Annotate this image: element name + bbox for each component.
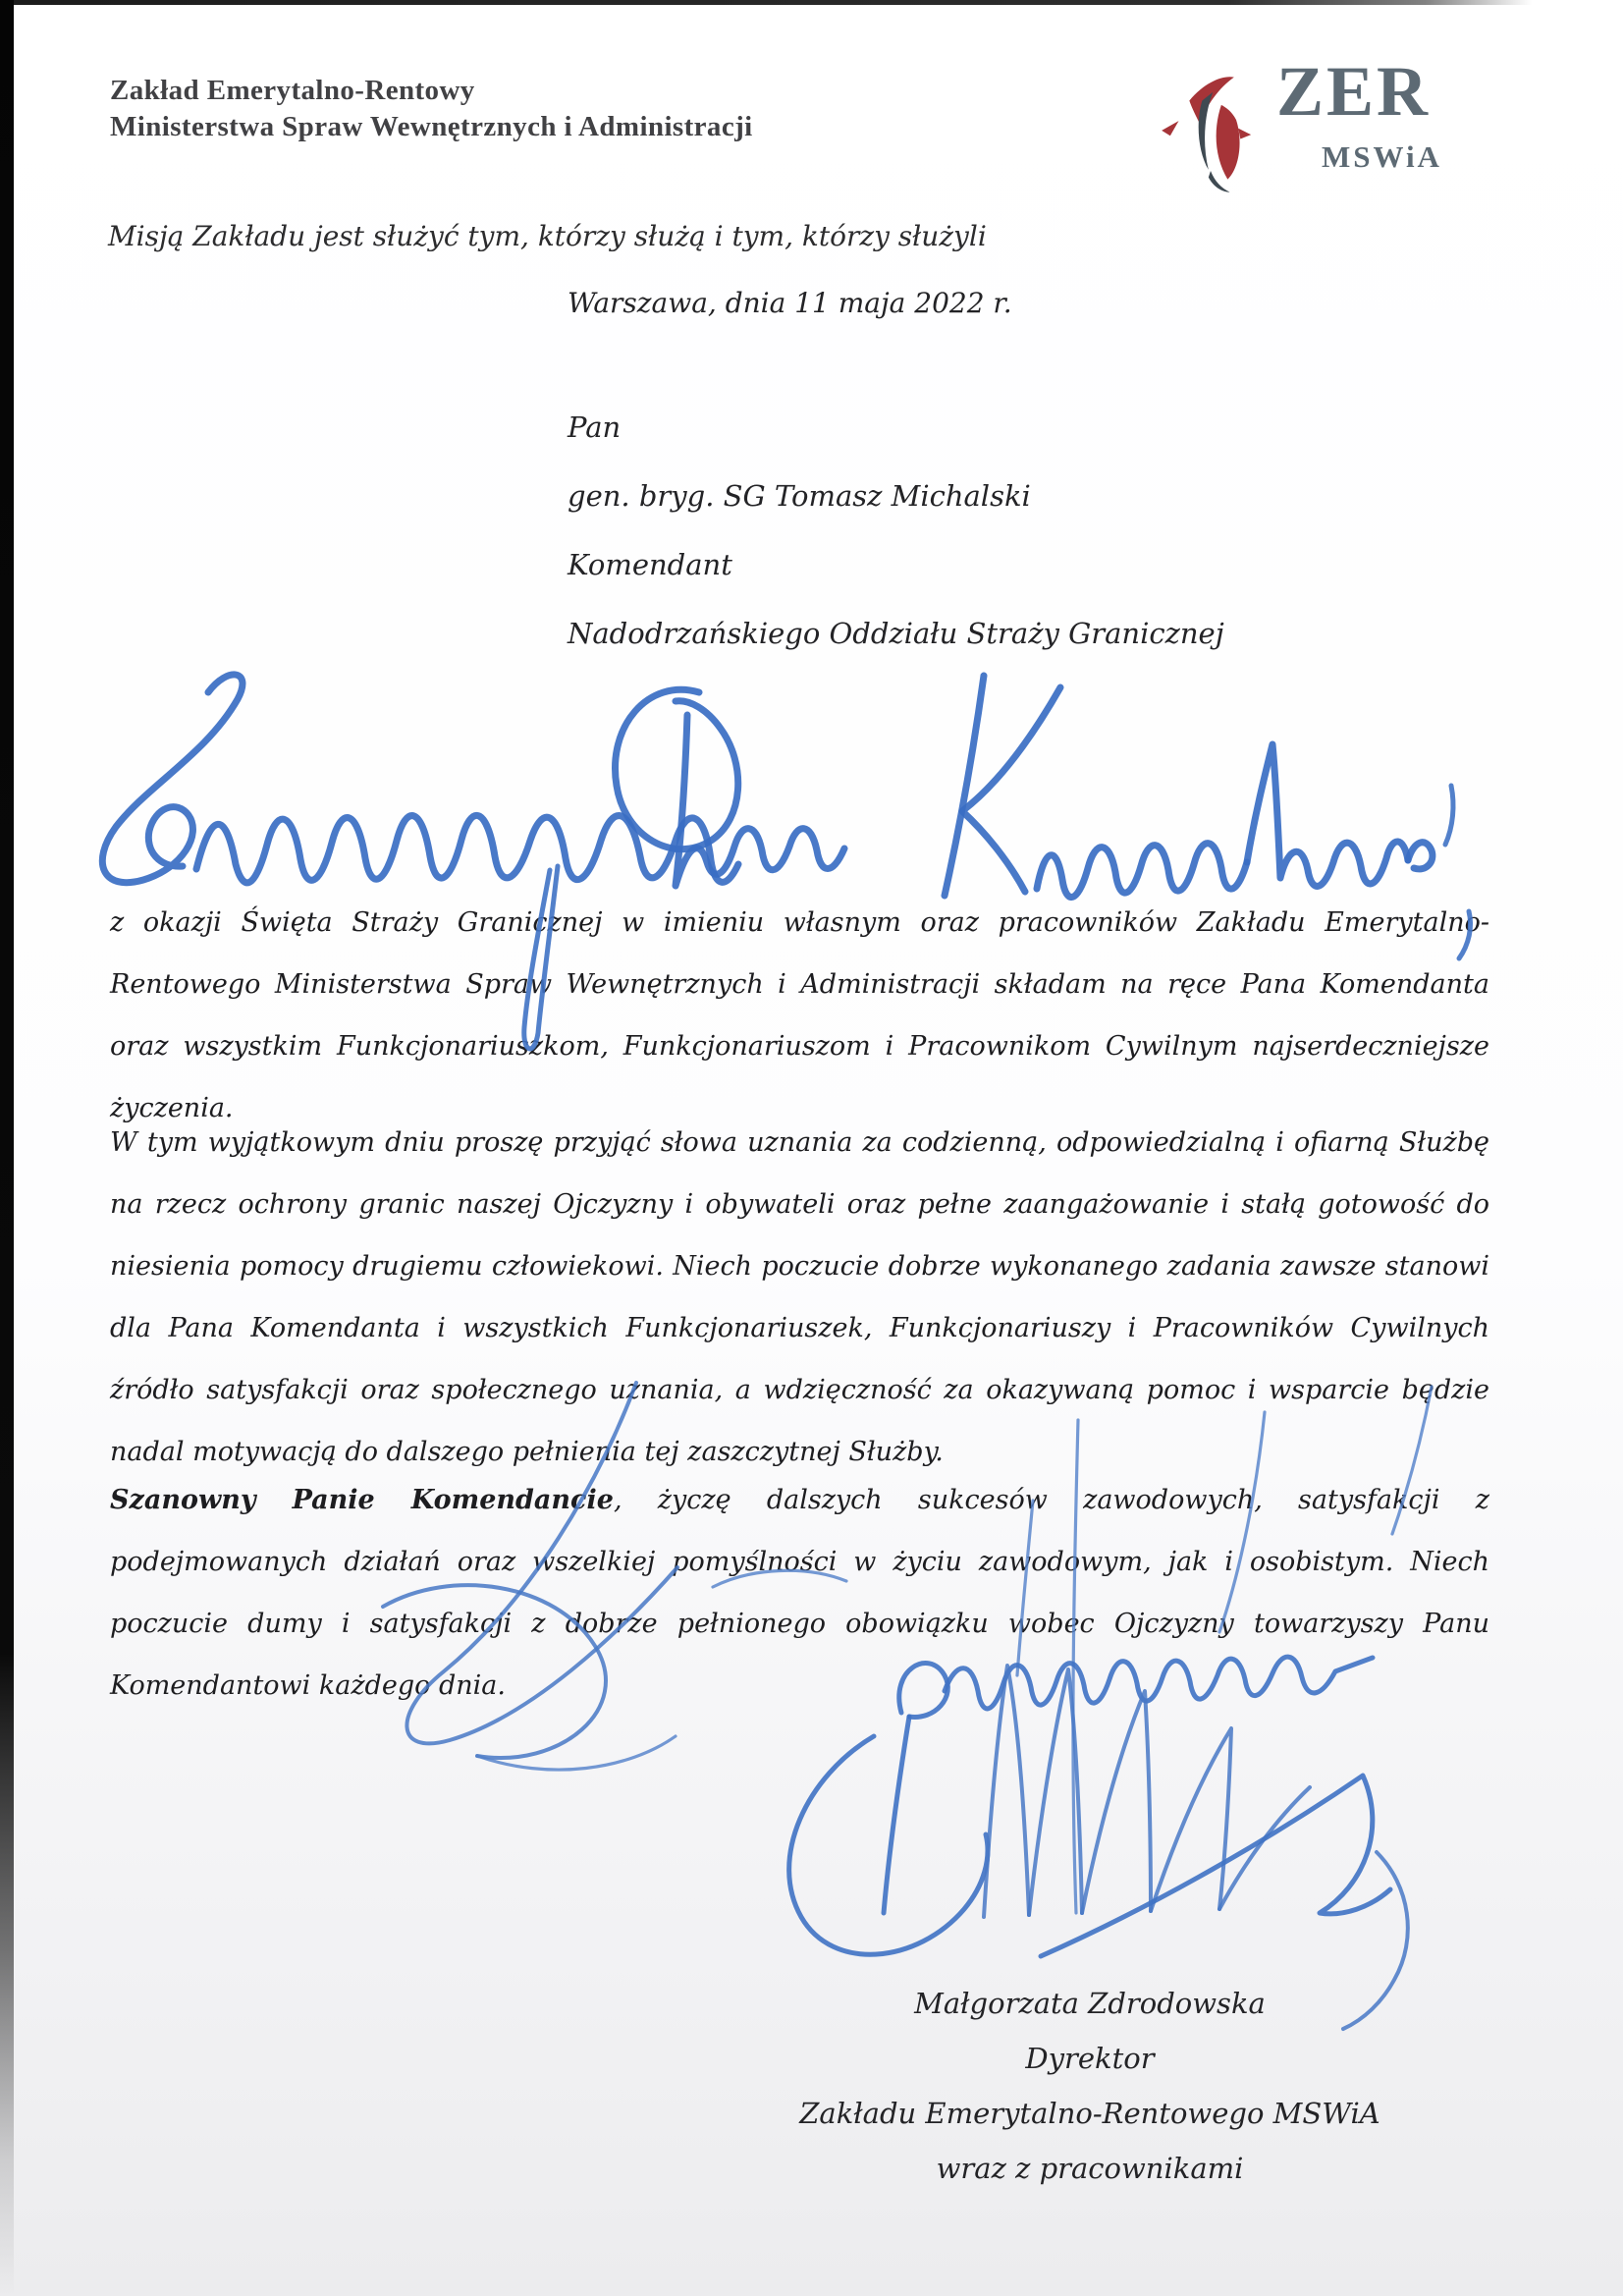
addressee-unit: Nadodrzańskiego Oddziału Straży Granicznej: [568, 617, 1224, 650]
addressee-name: gen. bryg. SG Tomasz Michalski: [568, 479, 1031, 513]
paragraph3-lead: Szanowny Panie Komendancie: [110, 1485, 614, 1515]
letterhead-org: [110, 73, 753, 145]
body-paragraph-3: [110, 1469, 1489, 1717]
dateline: Warszawa, dnia 11 maja 2022 r.: [568, 287, 1012, 319]
signatory-postscript: wraz z pracownikami: [936, 2152, 1244, 2185]
signatory-org: Zakładu Emerytalno-Rentowego MSWiA: [799, 2097, 1380, 2130]
signature-block: [648, 1976, 1532, 2196]
addressee-salutation: Pan: [568, 410, 622, 444]
org-name-line2: Ministerstwa Spraw Wewnętrznych i Administracji: [110, 111, 753, 142]
signatory-name: Małgorzata Zdrodowska: [914, 1987, 1266, 2020]
body-paragraph-1: z okazji Święta Straży Granicznej w imieniu własnym oraz pracowników Zakładu Emerytalno-Rentowego Ministerstwa Spraw Wewnętrznych i Administracji składam na ręce Pana Komendanta oraz wszystkim Funkcjonariuszkom, Funkcjonariuszom i Pracownikom Cywilnym najserdeczniejsze życzenia.: [110, 907, 1489, 1123]
handwritten-signature: [789, 1666, 1408, 2029]
zer-flame-icon: [1157, 69, 1265, 196]
addressee-title: Komendant: [568, 548, 732, 581]
org-motto: Misją Zakładu jest służyć tym, którzy służą i tym, którzy służyli: [108, 220, 987, 252]
zer-logo: [1157, 52, 1569, 214]
paragraph3-rest: , życzę dalszych sukcesów zawodowych, satysfakcji z podejmowanych działań oraz wszelkiej pomyślności w życiu zawodowym, jak i osobistym. Niech poczucie dumy i satysfakcji z dobrze pełnionego obowiązku wobec Ojczyzny towarzyszy Panu Komendantowi każdego dnia.: [110, 1485, 1489, 1701]
signatory-title: Dyrektor: [1025, 2042, 1155, 2075]
logo-acronym: ZER: [1276, 52, 1432, 131]
org-name-line1: Zakład Emerytalno-Rentowy: [110, 75, 475, 106]
body-paragraph-2: W tym wyjątkowym dniu proszę przyjąć słowa uznania za codzienną, odpowiedzialną i ofiarną Służbę na rzecz ochrony granic naszej Ojczyzny i obywateli oraz pełne zaangażowanie i stałą gotowość do niesienia pomocy drugiemu człowiekowi. Niech poczucie dobrze wykonanego zadania zawsze stanowi dla Pana Komendanta i wszystkich Funkcjonariuszek, Funkcjonariuszy i Pracowników Cywilnych źródło satysfakcji oraz społecznego uznania, a wdzięczność za okazywaną pomoc i wsparcie będzie nadal motywacją do dalszego pełnienia tej zaszczytnej Służby.: [110, 1127, 1489, 1467]
logo-subtitle: MSWiA: [1322, 139, 1442, 174]
addressee-block: [568, 410, 1224, 685]
scan-edge-left: [0, 0, 14, 2296]
scan-edge-top: [14, 0, 1532, 5]
